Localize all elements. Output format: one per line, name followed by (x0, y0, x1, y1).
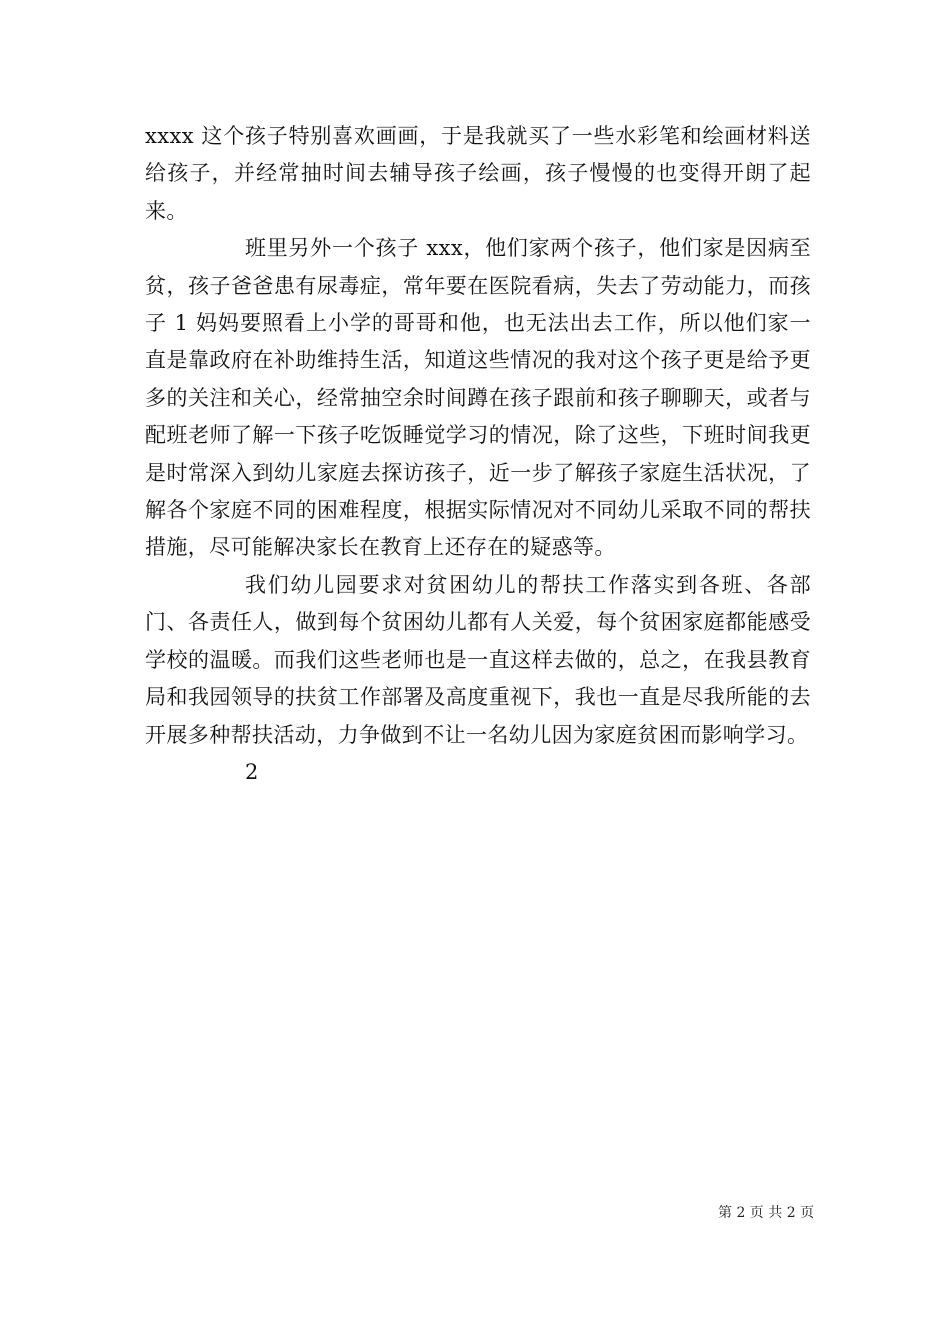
paragraph-2: 班里另外一个孩子 xxx，他们家两个孩子，他们家是因病至贫，孩子爸爸患有尿毒症，常年要在医院看病，失去了劳动能力，而孩子 1 妈妈要照看上小学的哥哥和他，也无法出去工作，所以他们家一直是靠政府在补助维持生活，知道这些情况的我对这个孩子更是给予更多的关注和关心，经常抽空余时间蹲在孩子跟前和孩子聊聊天，或者与配班老师了解一下孩子吃饭睡觉学习的情况，除了这些，下班时间我更是时常深入到幼儿家庭去探访孩子，近一步了解孩子家庭生活状况，了解各个家庭不同的困难程度，根据实际情况对不同幼儿采取不同的帮扶措施，尽可能解决家长在教育上还存在的疑惑等。 (145, 236, 811, 560)
paragraph-1: xxxx 这个孩子特别喜欢画画，于是我就买了一些水彩笔和绘画材料送给孩子，并经常抽时间去辅导孩子绘画，孩子慢慢的也变得开朗了起来。 (145, 124, 811, 223)
paragraph-3: 我们幼儿园要求对贫困幼儿的帮扶工作落实到各班、各部门、各责任人，做到每个贫困幼儿都有人关爱，每个贫困家庭都能感受学校的温暖。而我们这些老师也是一直这样去做的，总之，在我县教育局和我园领导的扶贫工作部署及高度重视下，我也一直是尽我所能的去开展多种帮扶活动，力争做到不让一名幼儿因为家庭贫困而影响学习。 (145, 572, 811, 747)
page-footer: 第 2 页 共 2 页 (718, 1205, 815, 1221)
inline-page-number: 2 (245, 759, 259, 784)
document-body (145, 118, 811, 791)
